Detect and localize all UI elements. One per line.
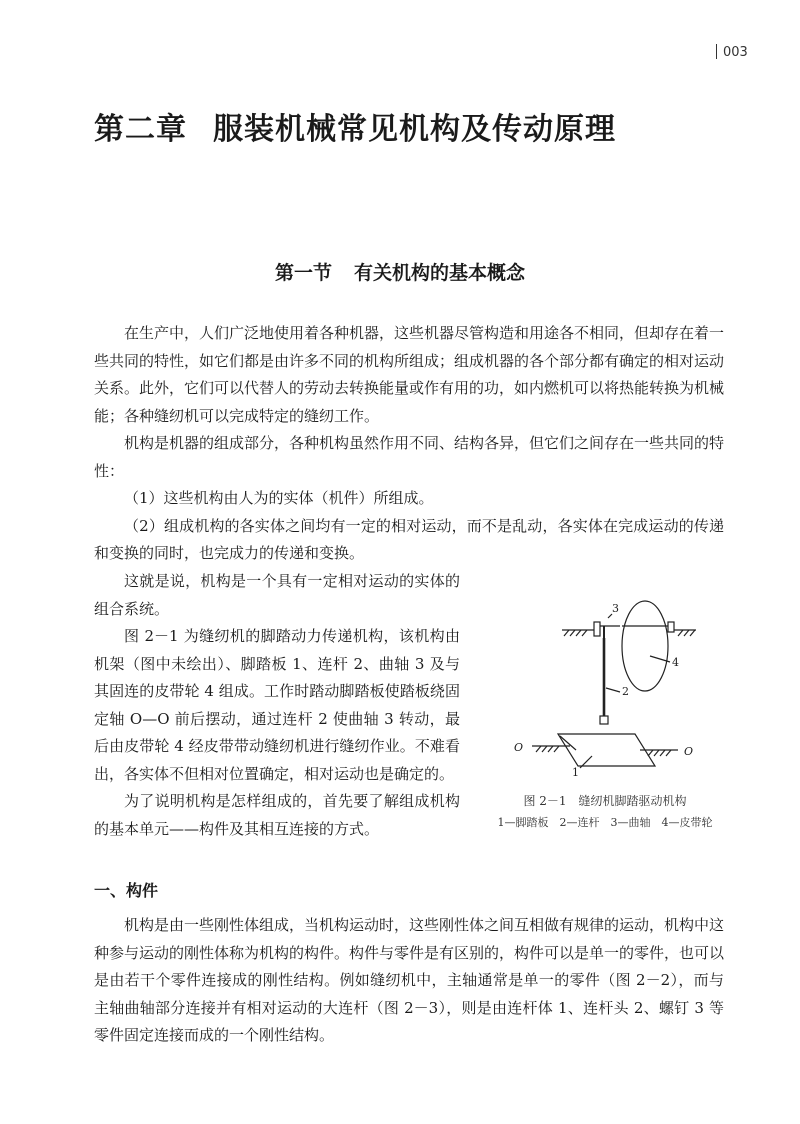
belt-wheel [622,601,668,691]
section-title [0,258,800,285]
figure-2-1 [480,590,730,850]
paragraph: 机构是机器的组成部分，各种机构虽然作用不同、结构各异，但它们之间存在一些共同的特性： [94,434,725,480]
label-1: 1 [572,766,579,779]
paragraph: 在生产中，人们广泛地使用着各种机器，这些机器尽管构造和用途各不相同，但却存在着一些共同的特性，如它们都是由许多不同的机构所组成；组成机器的各个部分都有确定的相对运动关系。此外，它们可以代替人的劳动去转换能量或作有用的功，如内燃机可以将热能转换为机械能；各种缝纫机可以完成特定的缝纫工作。 [94,324,725,425]
figure-legend: 1—脚踏板 2—连杆 3—曲轴 4—皮带轮 [497,816,713,829]
chapter-label: 第二章 [94,112,187,147]
paragraph: 机构是由一些刚性体组成，当机构运动时，这些刚性体之间互相做有规律的运动，机构中这种参与运动的刚性体称为机构的构件。构件与零件是有区别的，构件可以是单一的零件，也可以是由若干个零件连接成的刚性结构。例如缝纫机中，主轴通常是单一的零件（图 2－2），而与主轴曲轴部分连接并有相对运动的大连杆（图 2－3），则是由连杆体 1、连杆头 2、螺钉 3 等零件固定连接而成的一个刚性结构。 [94,916,725,1044]
label-4: 4 [672,656,679,669]
figure-caption: 图 2－1 缝纫机脚踏驱动机构 [523,794,687,808]
intro-text [94,320,724,568]
subheading: 一、构件 [94,881,159,900]
paragraph: 图 2－1 为缝纫机的脚踏动力传递机构，该机构由机架（图中未绘出）、脚踏板 1、连杆 2、曲轴 3 及与其固连的皮带轮 4 组成。工作时踏动脚踏板使踏板绕固定轴 O—O 前后摆动，通过连杆 2 使曲轴 3 转动，最后由皮带轮 4 经皮带带动缝纫机进行缝纫作业。不难看出，各实体不但相对位置确定，相对运动也是确定的。 [94,627,460,783]
wrapped-text [94,568,460,843]
component-text [94,912,724,1050]
mechanism-diagram [500,596,710,786]
section-label: 第一节 [274,262,332,284]
chapter-title [94,104,616,148]
section-name: 有关机构的基本概念 [354,262,526,284]
list-item: （1）这些机构由人为的实体（机件）所组成。 [124,489,434,507]
label-3: 3 [612,602,619,615]
label-2: 2 [622,685,629,698]
label-o-left: O [514,741,524,754]
paragraph: 这就是说，机构是一个具有一定相对运动的实体的组合系统。 [94,572,460,618]
crank-bearing [594,622,600,636]
paragraph: 为了说明机构是怎样组成的，首先要了解组成机构的基本单元——构件及其相互连接的方式。 [94,792,460,838]
list-item: （2）组成机构的各实体之间均有一定的相对运动，而不是乱动，各实体在完成运动的传递和变换的同时，也完成力的传递和变换。 [94,516,724,562]
chapter-name: 服装机械常见机构及传动原理 [213,112,616,147]
page-number: 003 [716,44,748,60]
label-o-right: O [684,745,694,758]
